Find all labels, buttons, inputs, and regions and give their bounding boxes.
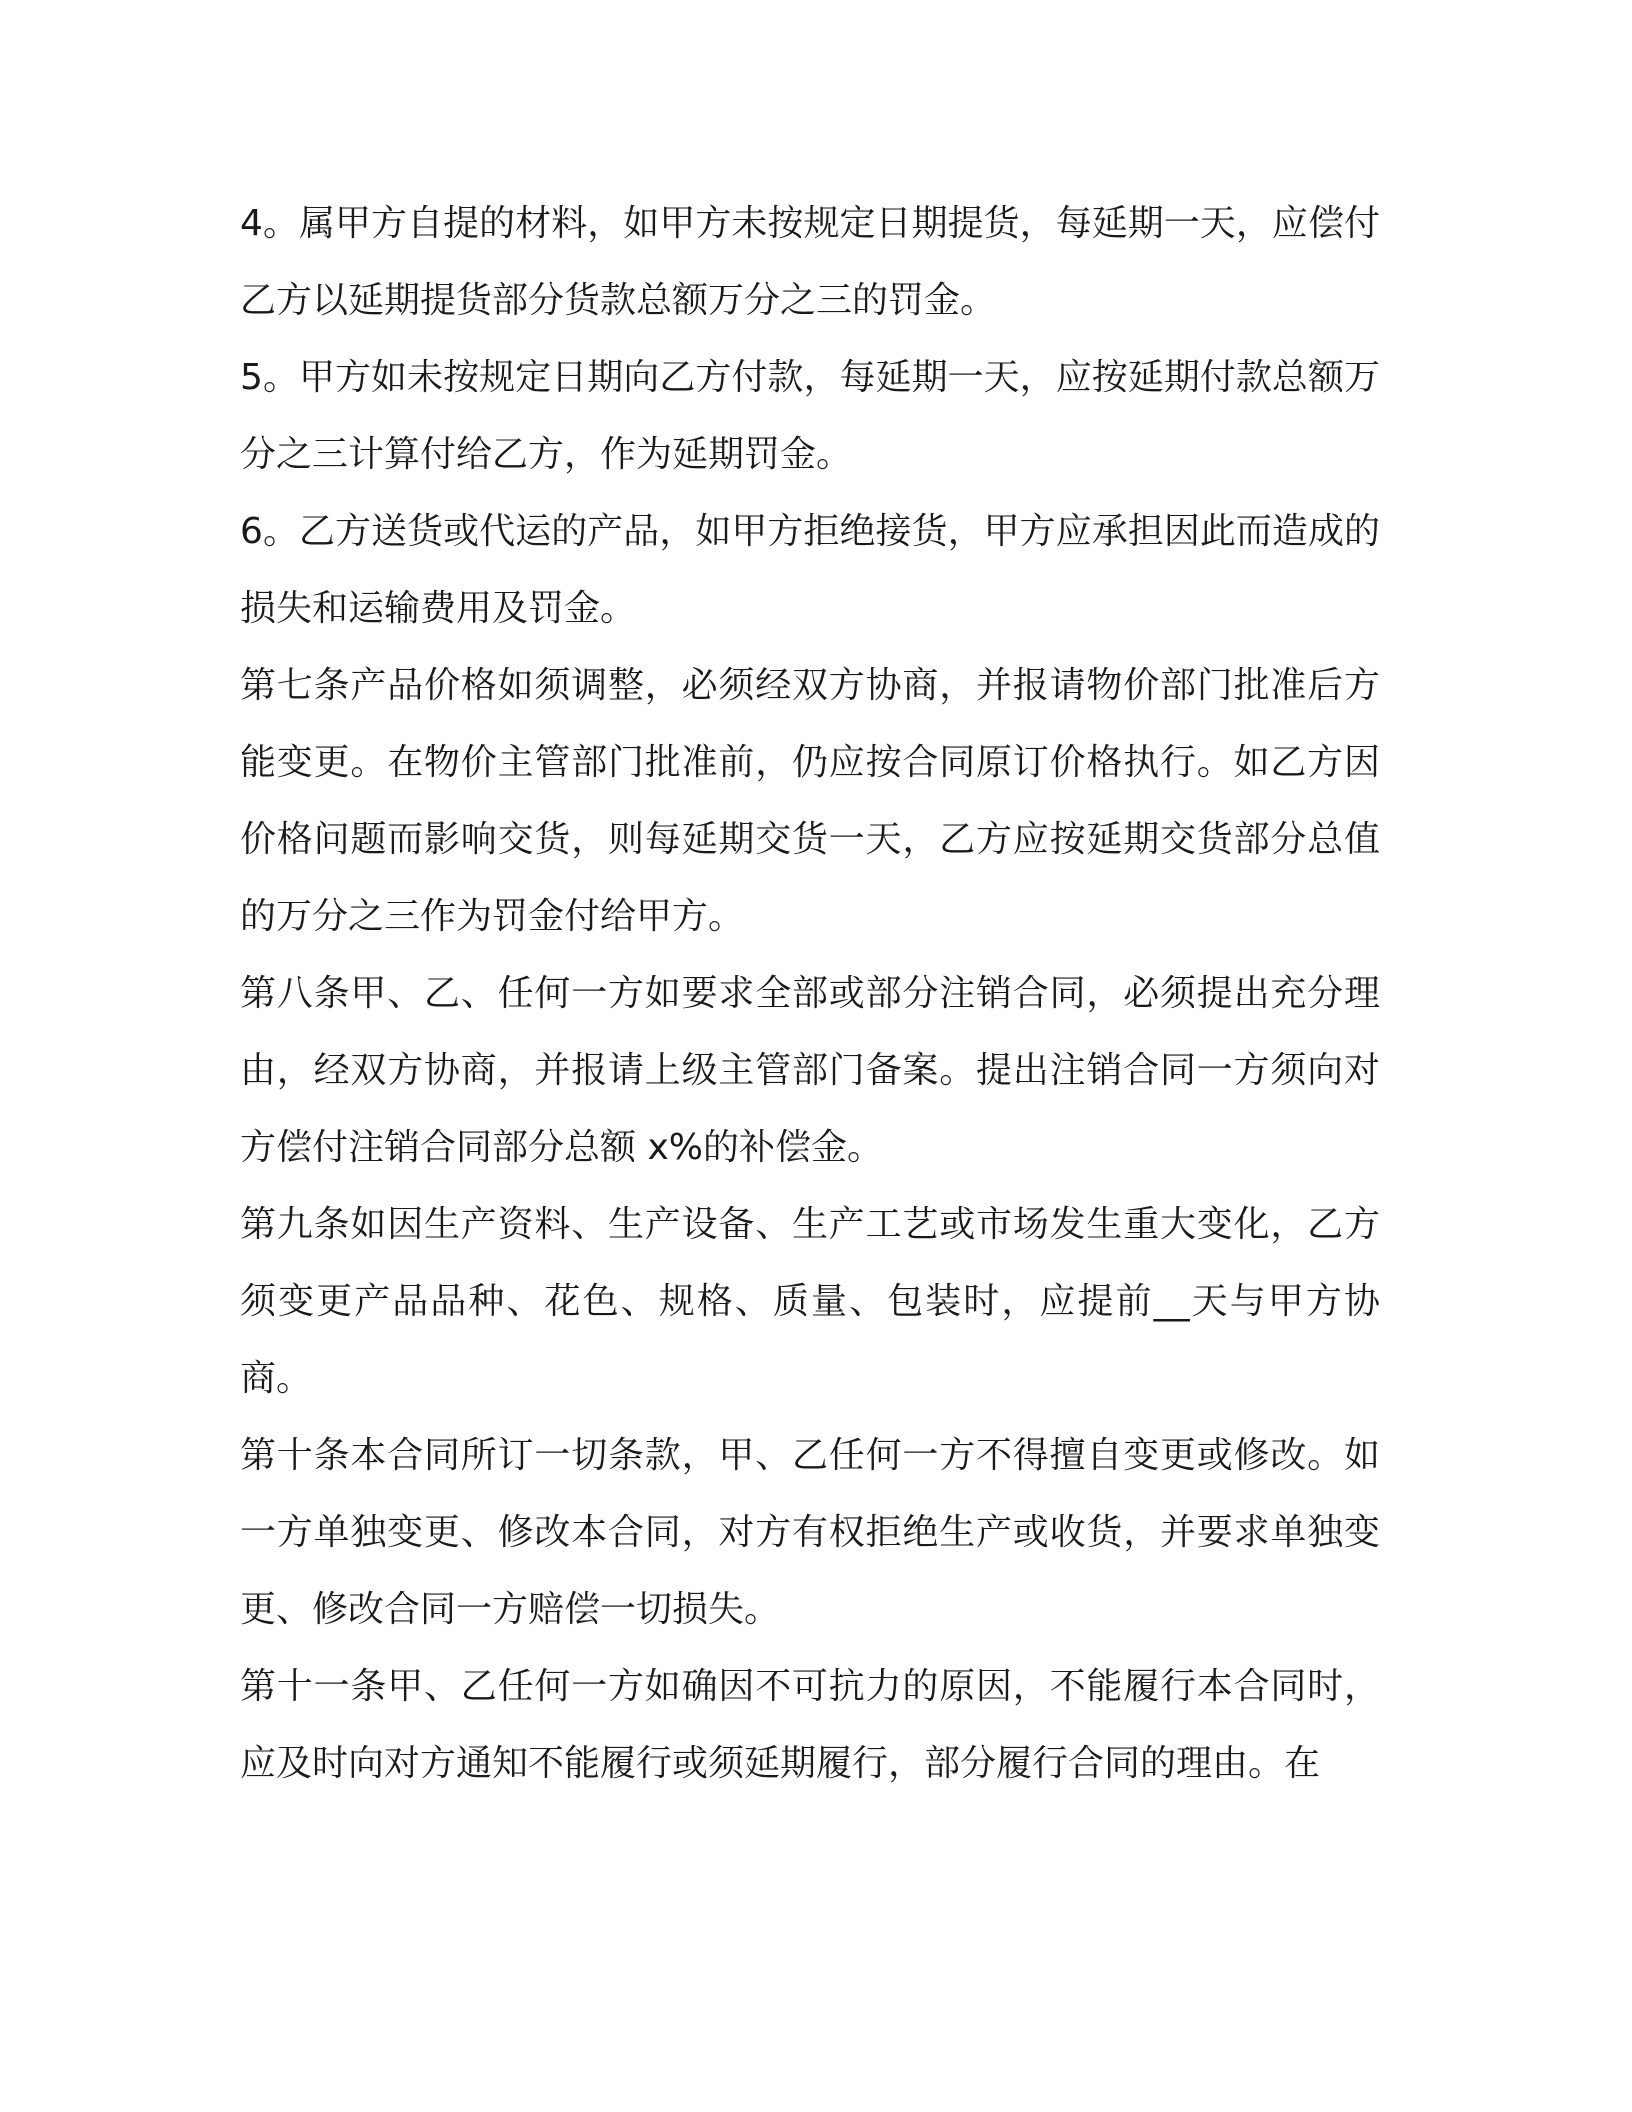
article-10-paragraph: 第十条本合同所订一切条款，甲、乙任何一方不得擅自变更或修改。如一方单独变更、修改本合同，对方有权拒绝生产或收货，并要求单独变更、修改合同一方赔偿一切损失。 xyxy=(240,1435,1380,1630)
article-8-paragraph: 第八条甲、乙、任何一方如要求全部或部分注销合同，必须提出充分理由，经双方协商，并报请上级主管部门备案。提出注销合同一方须向对方偿付注销合同部分总额 x%的补偿金。 xyxy=(240,973,1380,1168)
article-7-paragraph: 第七条产品价格如须调整，必须经双方协商，并报请物价部门批准后方能变更。在物价主管部门批准前，仍应按合同原订价格执行。如乙方因价格问题而影响交货，则每延期交货一天，乙方应按延期交货部分总值的万分之三作为罚金付给甲方。 xyxy=(240,665,1380,937)
clause-5-paragraph: 5。甲方如未按规定日期向乙方付款，每延期一天，应按延期付款总额万分之三计算付给乙方，作为延期罚金。 xyxy=(240,357,1380,475)
article-9-paragraph: 第九条如因生产资料、生产设备、生产工艺或市场发生重大变化，乙方须变更产品品种、花色、规格、质量、包装时，应提前__天与甲方协商。 xyxy=(240,1204,1380,1399)
clause-4-paragraph: 4。属甲方自提的材料，如甲方未按规定日期提货，每延期一天，应偿付乙方以延期提货部分货款总额万分之三的罚金。 xyxy=(240,203,1380,321)
clause-6-paragraph: 6。乙方送货或代运的产品，如甲方拒绝接货，甲方应承担因此而造成的损失和运输费用及罚金。 xyxy=(240,511,1380,629)
document-body xyxy=(240,185,1380,1802)
article-11-paragraph: 第十一条甲、乙任何一方如确因不可抗力的原因，不能履行本合同时，应及时向对方通知不能履行或须延期履行，部分履行合同的理由。在 xyxy=(240,1666,1380,1784)
